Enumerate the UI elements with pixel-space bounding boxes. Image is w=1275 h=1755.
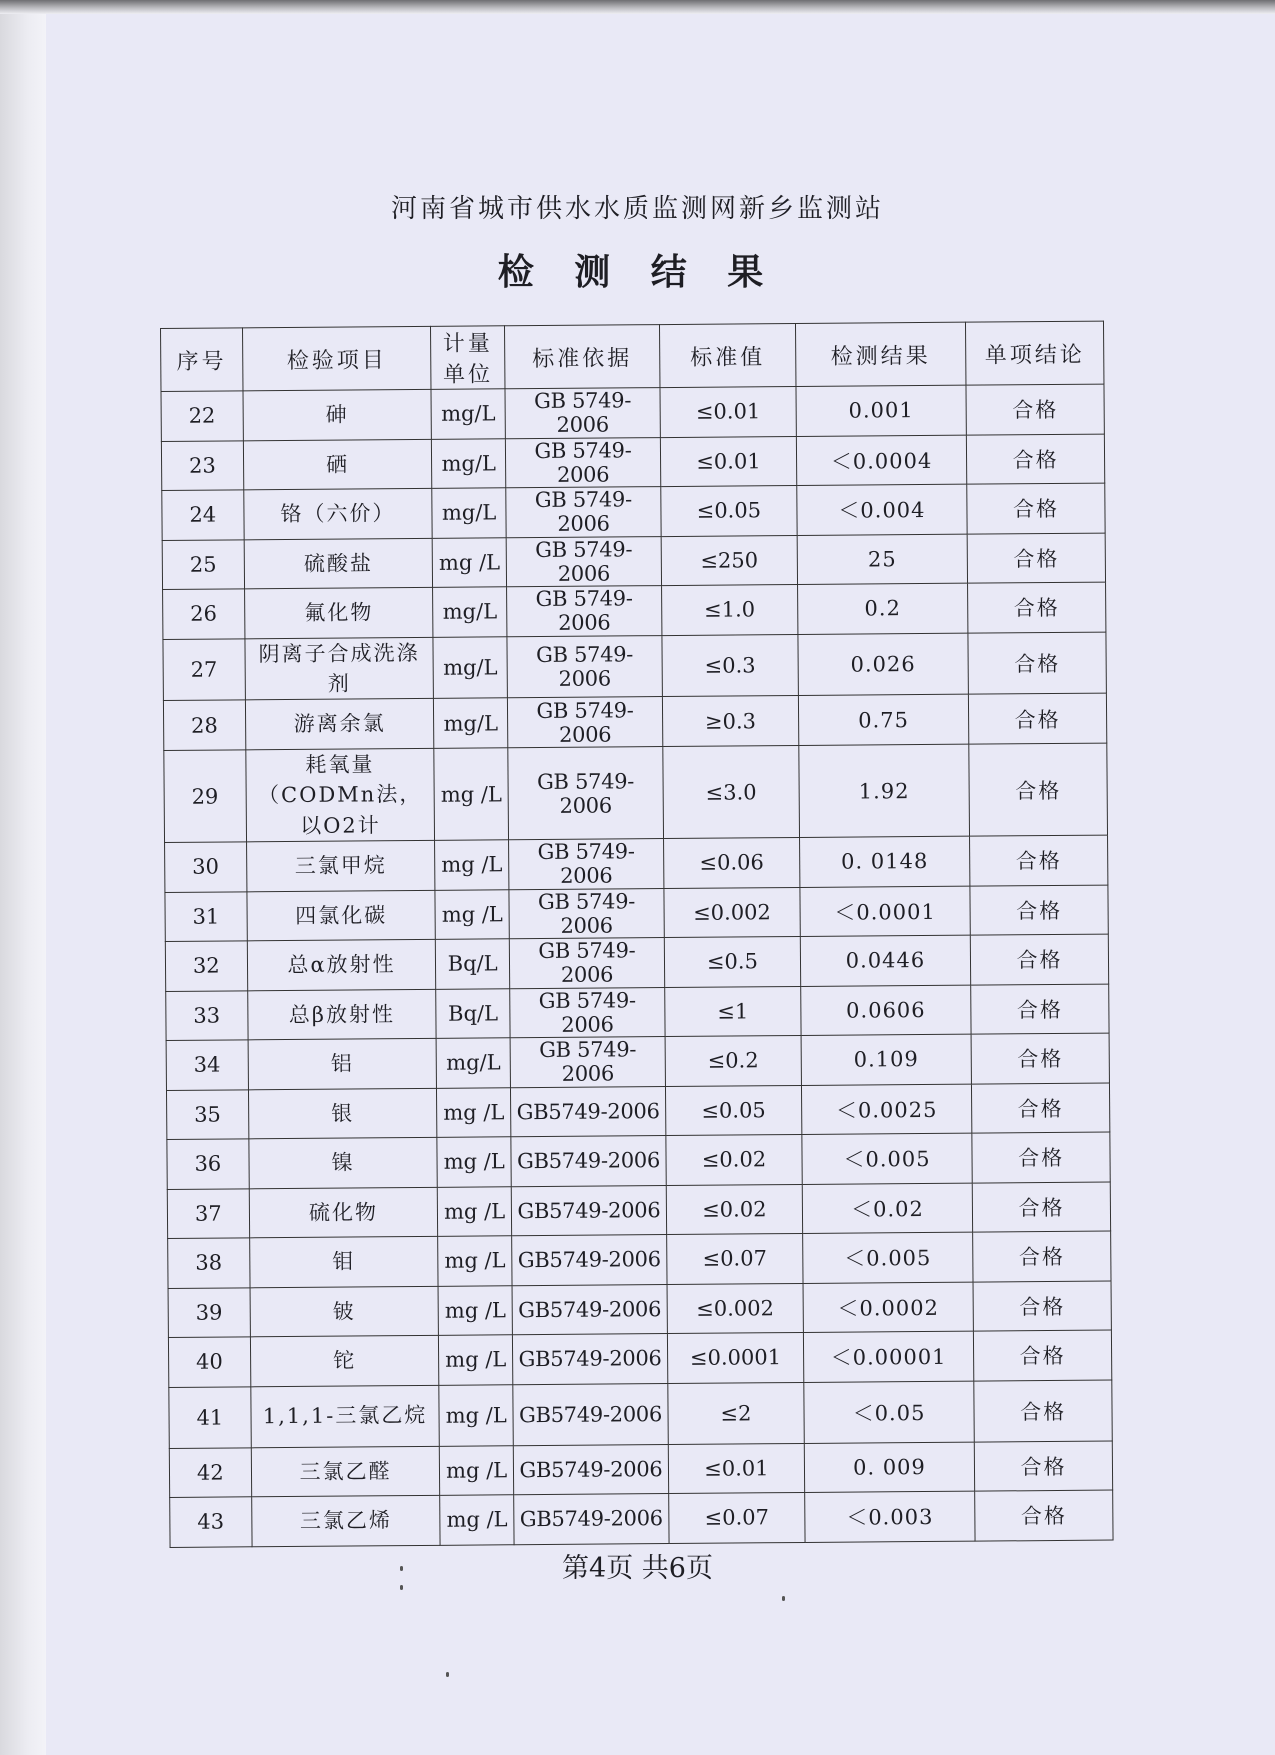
cell-unit: mg /L — [433, 537, 507, 587]
table-row — [170, 1490, 1113, 1547]
cell-item: 硒 — [243, 439, 432, 490]
cell-unit: mg /L — [434, 748, 508, 841]
cell-limit: ≤0.05 — [661, 486, 797, 537]
cell-limit: ≤0.0001 — [667, 1333, 803, 1384]
cell-limit: ≤0.5 — [664, 937, 800, 988]
cell-conclusion: 合格 — [972, 1132, 1110, 1183]
cell-unit: mg/L — [432, 438, 506, 488]
cell-standard: GB 5749-2006 — [507, 697, 663, 748]
cell-no: 31 — [165, 892, 247, 942]
table-row — [166, 984, 1109, 1041]
cell-item: 钼 — [249, 1237, 438, 1288]
cell-result: ＜0.02 — [802, 1183, 973, 1234]
col-header-standard: 标准依据 — [504, 325, 660, 389]
cell-result: ＜0.005 — [802, 1232, 973, 1283]
cell-standard: GB5749-2006 — [512, 1334, 668, 1385]
cell-result: ＜0.0004 — [796, 435, 967, 486]
cell-limit: ≤1 — [665, 986, 801, 1037]
table-row — [167, 1182, 1110, 1239]
cell-standard: GB 5749-2006 — [509, 938, 665, 989]
cell-standard: GB 5749-2006 — [510, 1037, 666, 1088]
cell-no: 30 — [165, 842, 247, 892]
cell-result: 0.2 — [797, 583, 968, 634]
cell-item: 硫酸盐 — [244, 538, 433, 589]
cell-item: 铝 — [248, 1039, 437, 1090]
cell-no: 41 — [169, 1387, 251, 1449]
scan-speck — [782, 1596, 785, 1601]
cell-limit: ≤0.02 — [666, 1184, 802, 1235]
cell-conclusion: 合格 — [971, 1033, 1109, 1084]
cell-result: 0.001 — [796, 385, 967, 436]
table-row — [161, 384, 1104, 441]
cell-standard: GB 5749-2006 — [508, 746, 664, 840]
cell-item: 银 — [248, 1088, 437, 1139]
cell-no: 22 — [161, 391, 243, 441]
cell-conclusion: 合格 — [969, 743, 1108, 836]
cell-conclusion: 合格 — [967, 483, 1105, 534]
cell-standard: GB 5749-2006 — [510, 987, 666, 1038]
col-header-conclusion: 单项结论 — [966, 321, 1104, 385]
cell-limit: ≤0.01 — [668, 1443, 804, 1494]
cell-unit: mg /L — [438, 1236, 512, 1286]
table-header-row — [161, 321, 1104, 391]
cell-standard: GB5749-2006 — [511, 1185, 667, 1236]
cell-unit: Bq/L — [436, 939, 510, 989]
cell-unit: mg/L — [433, 636, 507, 698]
cell-no: 42 — [169, 1448, 251, 1498]
cell-limit: ≤2 — [668, 1382, 804, 1444]
cell-conclusion: 合格 — [972, 1083, 1110, 1134]
cell-limit: ≤0.2 — [665, 1036, 801, 1087]
cell-unit: mg /L — [435, 840, 509, 890]
cell-standard: GB 5749-2006 — [508, 839, 664, 890]
cell-limit: ≤0.07 — [667, 1234, 803, 1285]
cell-result: 1.92 — [799, 744, 970, 838]
cell-no: 39 — [168, 1288, 250, 1338]
cell-no: 35 — [166, 1090, 248, 1140]
cell-conclusion: 合格 — [968, 632, 1106, 695]
table-row — [165, 934, 1108, 991]
cell-standard: GB 5749-2006 — [506, 586, 662, 637]
cell-standard: GB5749-2006 — [513, 1383, 669, 1445]
cell-standard: GB 5749-2006 — [506, 487, 662, 538]
cell-item: 总β放射性 — [247, 989, 436, 1040]
cell-conclusion: 合格 — [967, 434, 1105, 485]
cell-item: 阴离子合成洗涤剂 — [245, 637, 434, 700]
table-row — [169, 1441, 1112, 1498]
cell-no: 28 — [163, 700, 245, 750]
cell-limit: ≤1.0 — [662, 585, 798, 636]
cell-conclusion: 合格 — [974, 1380, 1112, 1442]
cell-standard: GB 5749-2006 — [506, 536, 662, 587]
cell-no: 40 — [168, 1337, 250, 1387]
cell-conclusion: 合格 — [967, 533, 1105, 584]
cell-result: ＜0.0001 — [800, 886, 971, 937]
cell-standard: GB5749-2006 — [511, 1136, 667, 1187]
cell-limit: ≤0.06 — [664, 838, 800, 889]
cell-unit: mg/L — [433, 587, 507, 637]
cell-unit: mg /L — [440, 1445, 514, 1495]
organization-name: 河南省城市供水水质监测网新乡监测站 — [390, 194, 884, 224]
cell-conclusion: 合格 — [972, 1182, 1110, 1233]
cell-item: 游离余氯 — [245, 699, 434, 750]
cell-no: 34 — [166, 1040, 248, 1090]
col-header-limit: 标准值 — [660, 324, 796, 388]
results-table — [160, 321, 1114, 1548]
cell-conclusion: 合格 — [971, 984, 1109, 1035]
cell-result: 0.0606 — [800, 985, 971, 1036]
cell-no: 25 — [162, 539, 244, 589]
col-header-item: 检验项目 — [242, 326, 431, 390]
cell-unit: mg /L — [437, 1087, 511, 1137]
cell-item: 三氯甲烷 — [246, 841, 435, 892]
cell-result: ＜0.004 — [797, 484, 968, 535]
cell-item: 镍 — [249, 1138, 438, 1189]
table-row — [163, 693, 1106, 750]
cell-unit: mg /L — [437, 1137, 511, 1187]
cell-item: 砷 — [243, 389, 432, 440]
document-title: 检 测 结 果 — [497, 251, 778, 293]
cell-conclusion: 合格 — [966, 384, 1104, 435]
table-row — [168, 1330, 1111, 1387]
cell-conclusion: 合格 — [970, 885, 1108, 936]
table-row — [165, 885, 1108, 942]
cell-limit: ≤0.01 — [660, 436, 796, 487]
cell-unit: mg/L — [432, 488, 506, 538]
cell-result: 0.0446 — [800, 935, 971, 986]
cell-no: 32 — [165, 941, 247, 991]
scan-speck — [400, 1566, 403, 1571]
cell-no: 24 — [162, 490, 244, 540]
cell-item: 总α放射性 — [247, 940, 436, 991]
cell-unit: mg /L — [439, 1335, 513, 1385]
cell-conclusion: 合格 — [975, 1490, 1113, 1541]
cell-limit: ≤0.3 — [662, 634, 798, 697]
cell-limit: ≤0.05 — [666, 1085, 802, 1136]
table-row — [169, 1380, 1112, 1448]
cell-standard: GB 5749-2006 — [505, 437, 661, 488]
col-header-result: 检测结果 — [795, 322, 966, 386]
cell-limit: ≤3.0 — [663, 745, 799, 838]
cell-result: ＜0.00001 — [803, 1331, 974, 1382]
cell-standard: GB5749-2006 — [512, 1284, 668, 1335]
table-row — [166, 1033, 1109, 1090]
cell-conclusion: 合格 — [973, 1231, 1111, 1282]
table-row — [162, 533, 1105, 590]
cell-unit: mg /L — [438, 1186, 512, 1236]
cell-limit: ≤250 — [661, 535, 797, 586]
cell-result: ＜0.0002 — [803, 1282, 974, 1333]
table-row — [166, 1083, 1109, 1140]
cell-limit: ≤0.07 — [669, 1493, 805, 1544]
cell-result: ＜0.0025 — [801, 1084, 972, 1135]
table-row — [165, 835, 1108, 892]
cell-conclusion: 合格 — [974, 1441, 1112, 1492]
cell-standard: GB 5749-2006 — [505, 388, 661, 439]
cell-item: 硫化物 — [249, 1187, 438, 1238]
cell-unit: Bq/L — [436, 988, 510, 1038]
cell-conclusion: 合格 — [974, 1330, 1112, 1381]
cell-item: 铬（六价） — [243, 488, 432, 539]
cell-no: 26 — [163, 589, 245, 639]
table-row — [168, 1281, 1111, 1338]
cell-item: 三氯乙烯 — [251, 1496, 440, 1547]
cell-no: 29 — [164, 750, 246, 843]
table-body — [161, 384, 1113, 1547]
cell-result: ＜0.05 — [804, 1381, 975, 1443]
table-row — [167, 1132, 1110, 1189]
cell-unit: mg /L — [435, 889, 509, 939]
table-row — [164, 743, 1108, 843]
cell-conclusion: 合格 — [973, 1281, 1111, 1332]
cell-unit: mg /L — [439, 1384, 513, 1446]
cell-item: 铍 — [250, 1286, 439, 1337]
cell-no: 27 — [163, 638, 245, 701]
table-row — [163, 582, 1106, 639]
scan-edge-top — [0, 0, 1275, 14]
table-row — [163, 632, 1106, 701]
cell-result: 25 — [797, 534, 968, 585]
cell-result: 0.75 — [798, 695, 969, 746]
cell-item: 四氯化碳 — [247, 890, 436, 941]
cell-limit: ≤0.002 — [667, 1283, 803, 1334]
cell-result: 0. 009 — [804, 1442, 975, 1493]
cell-result: 0.109 — [801, 1034, 972, 1085]
cell-unit: mg /L — [440, 1495, 514, 1545]
col-header-no: 序号 — [161, 328, 243, 392]
cell-item: 铊 — [250, 1336, 439, 1387]
cell-item: 1,1,1-三氯乙烷 — [250, 1385, 439, 1447]
page-number: 第4页 共6页 — [562, 1553, 713, 1584]
cell-limit: ≥0.3 — [662, 696, 798, 747]
cell-result: ＜0.003 — [804, 1491, 975, 1542]
scan-speck — [400, 1585, 403, 1590]
cell-limit: ≤0.01 — [660, 387, 796, 438]
cell-limit: ≤0.002 — [664, 887, 800, 938]
cell-standard: GB5749-2006 — [510, 1086, 666, 1137]
cell-standard: GB 5749-2006 — [509, 888, 665, 939]
cell-standard: GB5749-2006 — [514, 1494, 670, 1545]
cell-standard: GB5749-2006 — [513, 1444, 669, 1495]
cell-no: 43 — [170, 1497, 252, 1547]
cell-result: ＜0.005 — [802, 1133, 973, 1184]
cell-no: 33 — [166, 991, 248, 1041]
cell-no: 38 — [168, 1238, 250, 1288]
scan-speck — [446, 1672, 449, 1677]
cell-conclusion: 合格 — [970, 934, 1108, 985]
cell-no: 37 — [167, 1189, 249, 1239]
cell-unit: mg/L — [434, 698, 508, 748]
cell-item: 三氯乙醛 — [251, 1446, 440, 1497]
cell-conclusion: 合格 — [970, 835, 1108, 886]
cell-unit: mg/L — [431, 389, 505, 439]
cell-unit: mg/L — [437, 1038, 511, 1088]
cell-item: 耗氧量（CODMn法，以O2计 — [245, 748, 435, 842]
cell-no: 36 — [167, 1139, 249, 1189]
cell-result: 0.026 — [798, 633, 969, 696]
cell-no: 23 — [161, 440, 243, 490]
col-header-unit: 计量单位 — [431, 326, 505, 390]
cell-conclusion: 合格 — [968, 582, 1106, 633]
cell-unit: mg /L — [438, 1285, 512, 1335]
cell-result: 0. 0148 — [799, 836, 970, 887]
table-row — [162, 483, 1105, 540]
cell-standard: GB 5749-2006 — [507, 635, 663, 698]
cell-standard: GB5749-2006 — [512, 1235, 668, 1286]
cell-item: 氟化物 — [244, 587, 433, 638]
cell-limit: ≤0.02 — [666, 1135, 802, 1186]
table-row — [161, 434, 1104, 491]
cell-conclusion: 合格 — [969, 693, 1107, 744]
table-row — [168, 1231, 1111, 1288]
